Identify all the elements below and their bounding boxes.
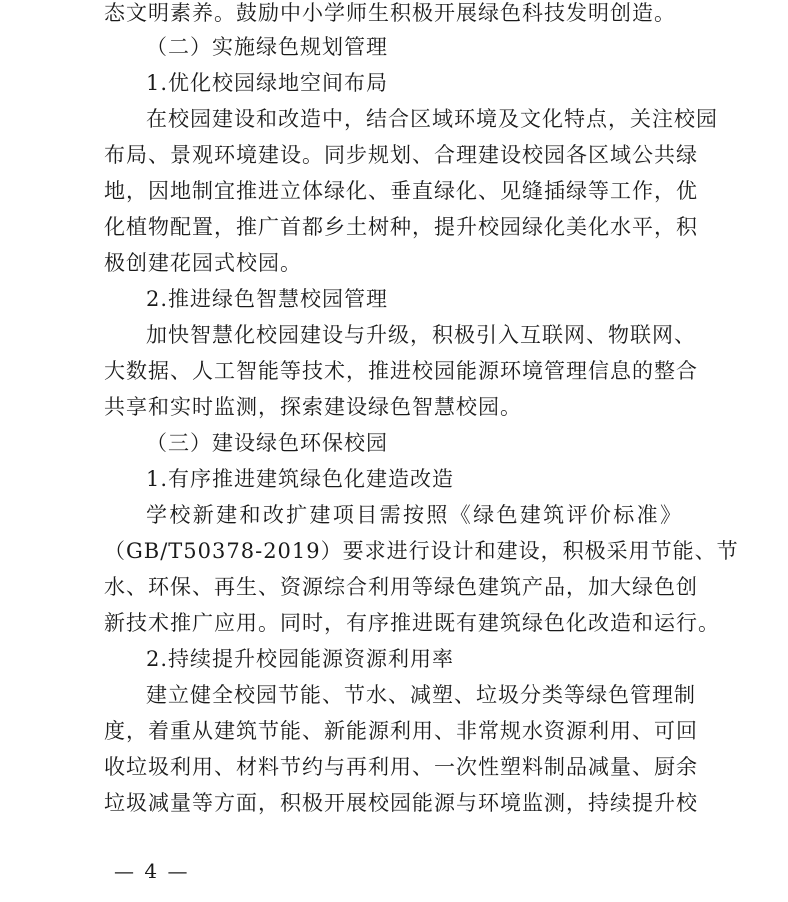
paragraph-line: 化植物配置，推广首都乡土树种，提升校园绿化美化水平，积 (104, 215, 698, 239)
paragraph-line: 垃圾减量等方面，积极开展校园能源与环境监测，持续提升校 (104, 791, 698, 815)
paragraph-line: 建立健全校园节能、节水、减塑、垃圾分类等绿色管理制 (146, 683, 696, 707)
subsection-heading-3-1: 1.有序推进建筑绿色化建造改造 (146, 467, 455, 491)
paragraph-line: 共享和实时监测，探索建设绿色智慧校园。 (104, 395, 522, 419)
paragraph-line: 加快智慧化校园建设与升级，积极引入互联网、物联网、 (146, 323, 696, 347)
subsection-heading-2-2: 2.推进绿色智慧校园管理 (146, 287, 389, 311)
paragraph-line: 水、环保、再生、资源综合利用等绿色建筑产品，加大绿色创 (104, 575, 698, 599)
subsection-heading-2-1: 1.优化校园绿地空间布局 (146, 71, 389, 95)
paragraph-line: （GB/T50378-2019）要求进行设计和建设，积极采用节能、节 (104, 539, 739, 563)
paragraph-line: 极创建花园式校园。 (104, 251, 302, 275)
section-heading-2: （二）实施绿色规划管理 (146, 35, 388, 59)
section-heading-3: （三）建设绿色环保校园 (146, 431, 388, 455)
paragraph-line: 大数据、人工智能等技术，推进校园能源环境管理信息的整合 (104, 359, 698, 383)
paragraph-line: 布局、景观环境建设。同步规划、合理建设校园各区域公共绿 (104, 143, 698, 167)
subsection-heading-3-2: 2.持续提升校园能源资源利用率 (146, 647, 455, 671)
paragraph-line: 收垃圾利用、材料节约与再利用、一次性塑料制品减量、厨余 (104, 755, 698, 779)
paragraph-line: 学校新建和改扩建项目需按照《绿色建筑评价标准》 (146, 503, 682, 527)
paragraph-line: 态文明素养。鼓励中小学师生积极开展绿色科技发明创造。 (104, 1, 676, 25)
paragraph-line: 在校园建设和改造中，结合区域环境及文化特点，关注校园 (146, 107, 718, 131)
paragraph-line: 地，因地制宜推进立体绿化、垂直绿化、见缝插绿等工作，优 (104, 179, 698, 203)
paragraph-line: 度，着重从建筑节能、新能源利用、非常规水资源利用、可回 (104, 719, 698, 743)
page-number: — 4 — (114, 859, 190, 883)
paragraph-line: 新技术推广应用。同时，有序推进既有建筑绿色化改造和运行。 (104, 611, 720, 635)
